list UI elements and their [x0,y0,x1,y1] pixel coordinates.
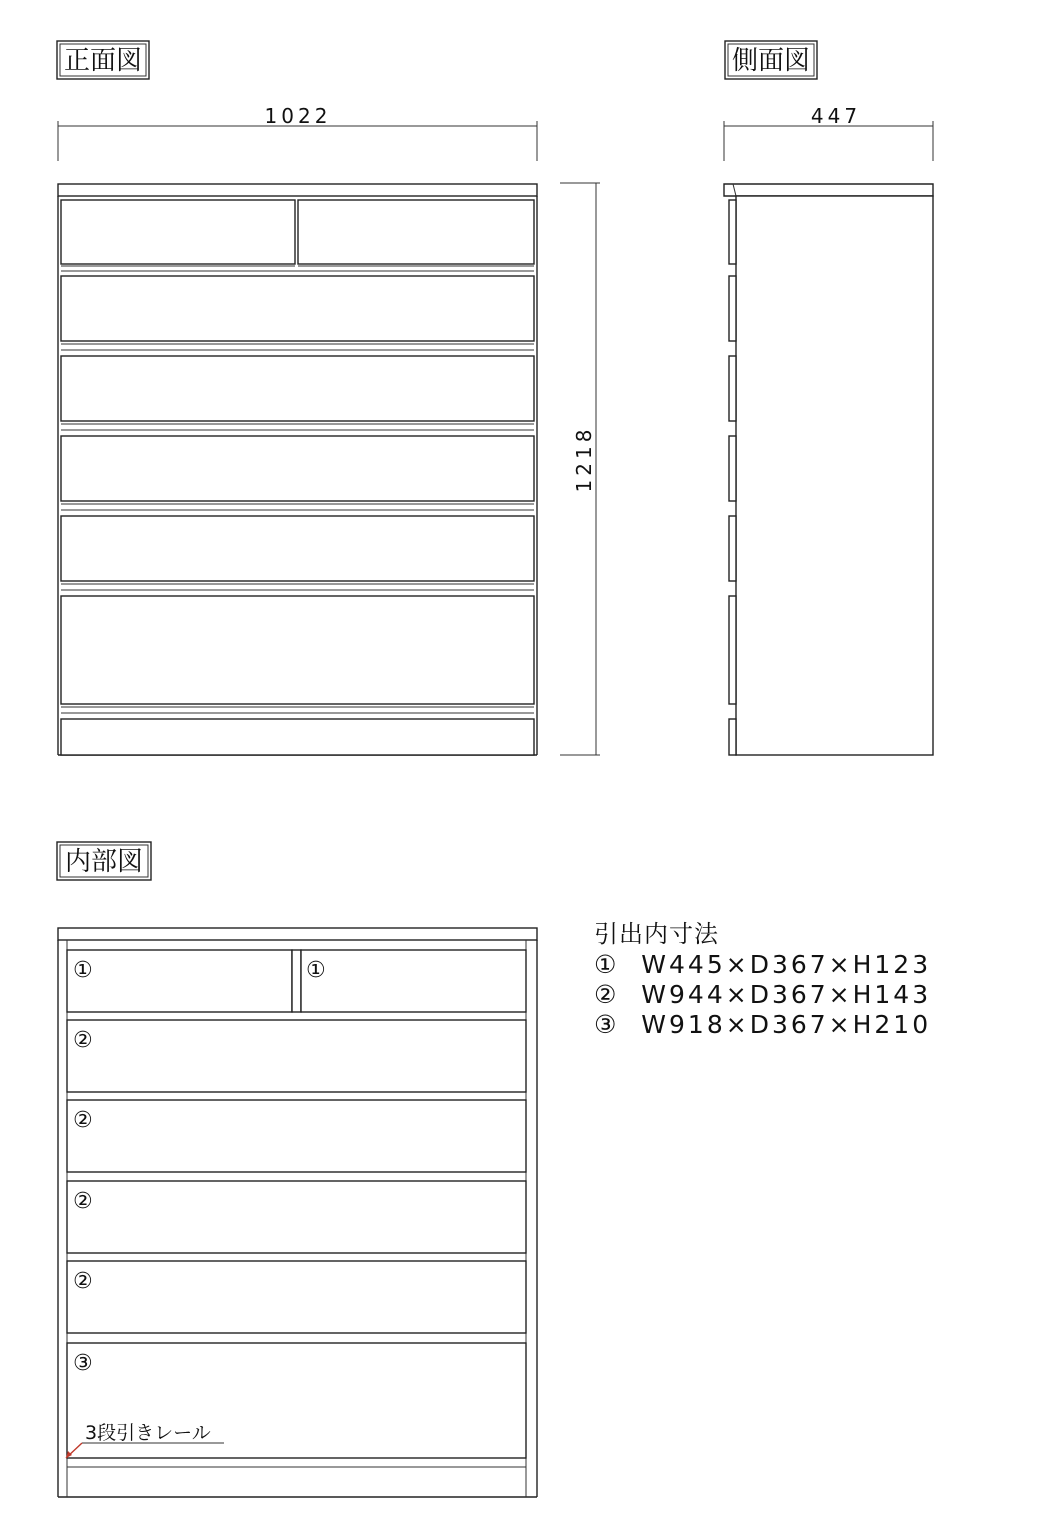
interior-marker-row3: ② [73,1108,93,1133]
side-view [724,184,933,755]
front-view-title [57,41,149,79]
front-drawer-top-left [61,200,295,264]
spec-line-2: ② W944×D367×H143 [594,980,932,1009]
front-plinth [61,719,534,755]
side-view-title [725,41,817,79]
side-drawer-4 [729,436,736,501]
interior-top-board [58,928,537,940]
front-view [58,184,537,755]
front-drawer-2 [61,276,534,341]
interior-drawer-3 [67,1100,526,1172]
side-drawer-1 [729,200,736,264]
interior-view [58,928,537,1497]
height-value: 1218 [572,425,596,493]
spec-line-1: ① W445×D367×H123 [594,950,932,979]
interior-center-divider [292,950,301,1012]
interior-drawer-4 [67,1181,526,1253]
side-top-board [724,184,933,196]
side-drawer-5 [729,516,736,581]
width-value: 1022 [264,104,332,128]
side-title-text: 側面図 [731,46,811,76]
interior-title-text: 内部図 [64,847,144,877]
front-width-dimension [58,104,537,161]
side-drawer-3 [729,356,736,421]
spec-heading: 引出内寸法 [594,920,719,948]
interior-drawer-top-left [67,950,292,1012]
front-height-dimension [560,183,600,755]
interior-view-title [57,842,151,880]
front-drawer-6 [61,596,534,704]
front-drawer-5 [61,516,534,581]
interior-marker-row4: ② [73,1189,93,1214]
inner-dimensions-spec [594,920,931,1039]
front-top-board [58,184,537,196]
interior-marker-row6: ③ [73,1351,93,1376]
front-drawer-top-right [298,200,534,264]
interior-drawer-2 [67,1020,526,1092]
side-plinth [729,719,736,755]
rail-label: 3段引きレール [85,1422,211,1444]
interior-drawer-top-right [301,950,526,1012]
front-drawer-4 [61,436,534,501]
interior-marker-top-left: ① [73,958,93,983]
front-title-text: 正面図 [63,46,143,76]
side-depth-dimension [724,104,933,161]
interior-marker-top-right: ① [306,958,326,983]
spec-line-3: ③ W918×D367×H210 [594,1010,932,1039]
interior-marker-row2: ② [73,1028,93,1053]
interior-drawer-5 [67,1261,526,1333]
interior-marker-row5: ② [73,1269,93,1294]
side-drawer-6 [729,596,736,704]
side-body [736,196,933,755]
side-drawer-2 [729,276,736,341]
front-drawer-3 [61,356,534,421]
depth-value: 447 [810,104,862,128]
